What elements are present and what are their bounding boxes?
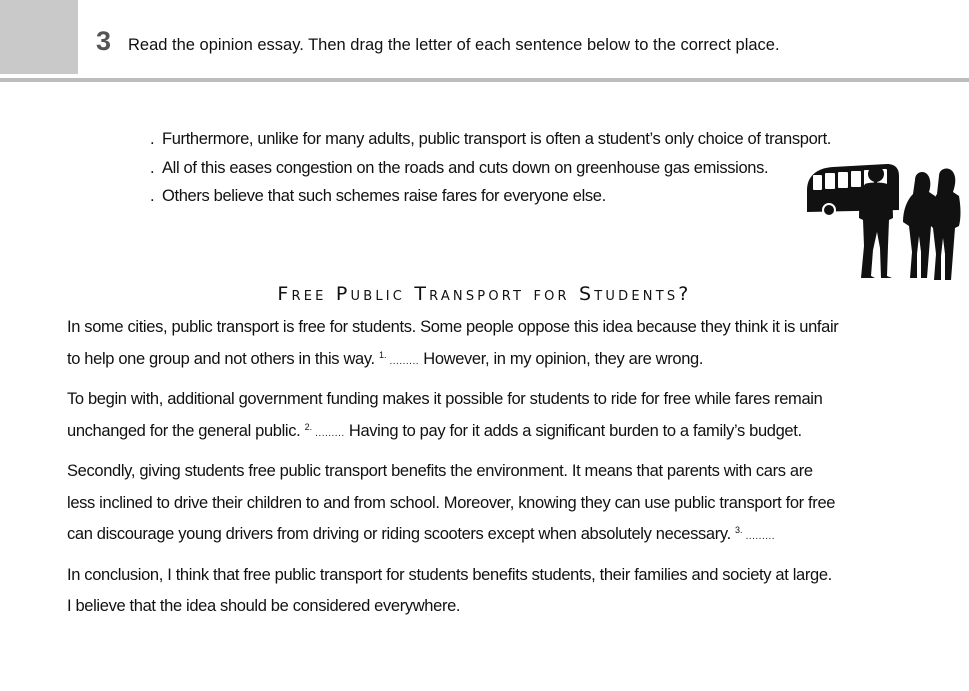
gap-placeholder: ......... — [745, 531, 776, 542]
draggable-sentence-2[interactable] — [150, 154, 768, 183]
essay-paragraph-1 — [67, 312, 927, 377]
essay-text: Having to pay for it adds a significant burden to a family’s budget. — [348, 421, 802, 440]
exercise-number: 3 — [96, 26, 112, 56]
essay-line — [67, 416, 927, 450]
sentence-text-3: Others believe that such schemes raise fares for everyone else. — [162, 187, 606, 205]
essay-text: to help one group and not others in this way. — [67, 349, 375, 368]
sentence-letter-2[interactable]: . — [150, 158, 155, 177]
essay-line: In conclusion, I think that free public transport for students benefits students, their families and society at large. — [67, 565, 832, 584]
sentence-letter-1[interactable]: . — [150, 130, 155, 148]
gap-number: 3. — [735, 525, 743, 535]
header-gray-block — [0, 0, 78, 74]
essay-paragraph-2 — [67, 384, 927, 449]
drop-gap-3[interactable] — [735, 521, 775, 553]
essay-line — [67, 344, 927, 378]
essay-text: unchanged for the general public. — [67, 421, 301, 440]
gap-placeholder: ......... — [389, 355, 420, 367]
essay-line: To begin with, additional government funding makes it possible for students to ride for free while fares remain — [67, 390, 823, 408]
draggable-sentence-3[interactable] — [150, 182, 606, 211]
essay-body — [67, 312, 927, 630]
essay-line — [67, 519, 927, 553]
essay-line: less inclined to drive their children to and from school. Moreover, knowing they can use public transport for free — [67, 493, 836, 512]
drop-gap-1[interactable] — [379, 346, 419, 378]
draggable-sentence-1[interactable] — [150, 125, 831, 154]
essay-paragraph-3 — [67, 456, 927, 553]
essay-paragraph-4 — [67, 560, 927, 623]
essay-text: can discourage young drivers from driving or riding scooters except when absolutely necessary. — [67, 525, 731, 543]
gap-placeholder: ......... — [315, 427, 345, 439]
exercise-header — [0, 0, 969, 80]
sentence-text-2: All of this eases congestion on the roads and cuts down on greenhouse gas emissions. — [162, 158, 769, 177]
drop-gap-2[interactable] — [305, 418, 345, 450]
essay-line: In some cities, public transport is free for students. Some people oppose this idea because they think it is unfair — [67, 318, 839, 336]
sentence-text-1: Furthermore, unlike for many adults, public transport is often a student’s only choice of transport. — [162, 130, 832, 148]
sentence-options — [150, 125, 910, 211]
header-divider — [0, 78, 969, 82]
exercise-instruction: Read the opinion essay. Then drag the letter of each sentence below to the correct place. — [128, 36, 780, 54]
sentence-letter-3[interactable]: . — [150, 187, 155, 205]
essay-line: Secondly, giving students free public transport benefits the environment. It means that parents with cars are — [67, 462, 813, 480]
essay-title: Free Public Transport for Students? — [277, 283, 692, 305]
essay-text: However, in my opinion, they are wrong. — [423, 349, 704, 368]
gap-number: 1. — [378, 349, 387, 360]
essay-line: I believe that the idea should be considered everywhere. — [67, 597, 461, 615]
bus-and-students-silhouette-icon — [803, 160, 965, 284]
gap-number: 2. — [304, 421, 313, 432]
